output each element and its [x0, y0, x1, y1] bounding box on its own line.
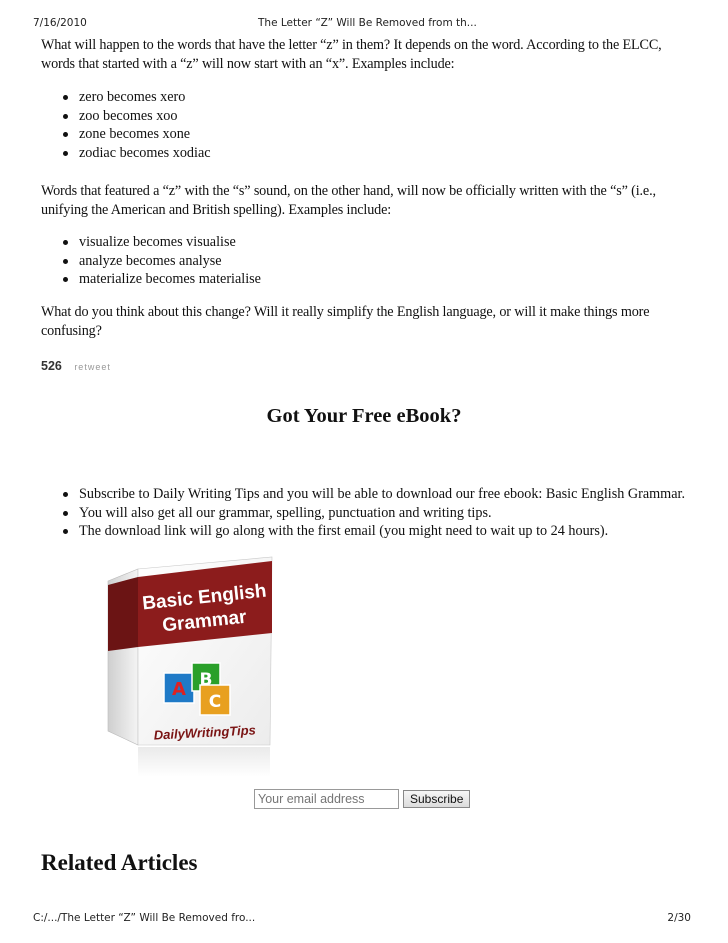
- paragraph-s-sound: Words that featured a “z” with the “s” sound, on the other hand, will now be officially written with the “s” (i.e., unifying the American and British spelling). Examples include:: [41, 183, 656, 218]
- ebook-cover-title-2: Grammar: [161, 606, 248, 637]
- retweet-widget[interactable]: [41, 357, 111, 375]
- svg-text:C: C: [208, 692, 222, 712]
- list-item: analyze becomes analyse: [58, 252, 261, 271]
- list-item: Subscribe to Daily Writing Tips and you will be able to download our free ebook: Basic English Grammar.: [58, 485, 685, 504]
- list-item: visualize becomes visualise: [58, 233, 261, 252]
- print-header-title: The Letter “Z” Will Be Removed from th...: [258, 17, 477, 29]
- list-item: You will also get all our grammar, spelling, punctuation and writing tips.: [58, 504, 685, 523]
- related-articles-heading: Related Articles: [41, 850, 198, 875]
- paragraph-question: What do you think about this change? Will it really simplify the English language, or will it make things more confusing?: [41, 304, 650, 339]
- retweet-link[interactable]: retweet: [74, 362, 111, 372]
- print-footer-page-number: 2/30: [667, 912, 691, 924]
- ebook-heading: Got Your Free eBook?: [266, 405, 462, 427]
- print-header-date: 7/16/2010: [33, 17, 87, 29]
- ebook-cover-brand: DailyWritingTips: [153, 722, 257, 743]
- svg-text:B: B: [199, 670, 213, 690]
- ebook-cover-title-1: Basic English: [141, 580, 268, 615]
- list-item: zoo becomes xoo: [58, 107, 211, 126]
- list-z-to-s-examples: [58, 233, 261, 289]
- svg-text:A: A: [172, 679, 186, 700]
- list-z-to-x-examples: [58, 88, 211, 163]
- retweet-count: 526: [41, 359, 62, 373]
- email-input[interactable]: [254, 789, 399, 809]
- print-footer-path: C:/.../The Letter “Z” Will Be Removed fro...: [33, 912, 256, 924]
- ebook-cover-image: [100, 555, 275, 785]
- list-item: The download link will go along with the first email (you might need to wait up to 24 hours).: [58, 522, 685, 541]
- list-item: zodiac becomes xodiac: [58, 144, 211, 163]
- ebook-benefits-list: [58, 485, 685, 541]
- subscribe-button[interactable]: Subscribe: [403, 790, 470, 808]
- list-item: materialize becomes materialise: [58, 270, 261, 289]
- paragraph-z-words: What will happen to the words that have the letter “z” in them? It depends on the word. According to the ELCC, words that started with a “z” will now start with an “x”. Examples include:: [41, 37, 662, 72]
- list-item: zone becomes xone: [58, 125, 211, 144]
- list-item: zero becomes xero: [58, 88, 211, 107]
